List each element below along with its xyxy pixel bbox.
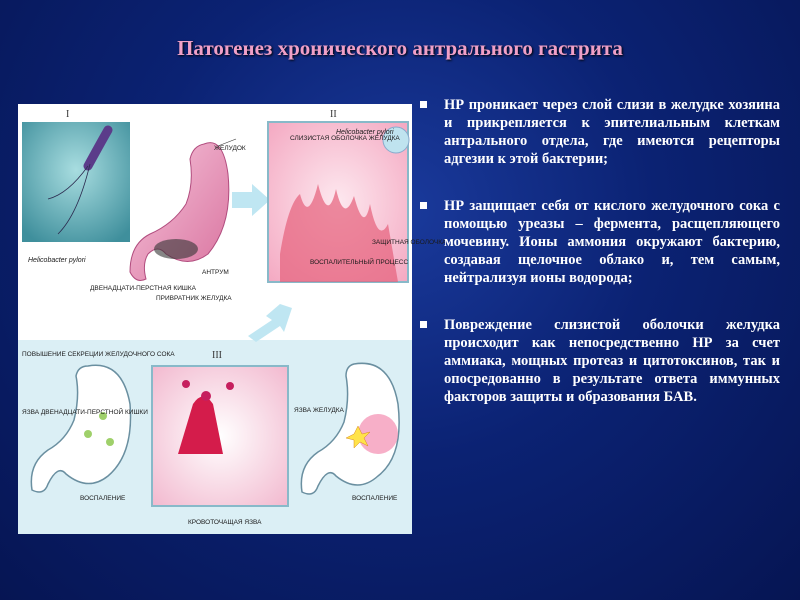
bullet-item bbox=[420, 96, 780, 168]
label-protective-layer: ЗАЩИТНАЯ ОБОЛОЧКА bbox=[372, 239, 447, 246]
micrograph bbox=[22, 122, 130, 242]
label-acid-secretion: ПОВЫШЕНИЕ СЕКРЕЦИИ ЖЕЛУДОЧНОГО СОКА bbox=[22, 351, 175, 358]
label-inflammation-left: ВОСПАЛЕНИЕ bbox=[80, 495, 126, 502]
label-duodenal-ulcer: ЯЗВА ДВЕНАДЦАТИ-ПЕРСТНОЙ КИШКИ bbox=[22, 409, 148, 416]
ulcer-panel bbox=[152, 366, 288, 506]
bullet-text: НР защищает себя от кислого желудочного сока с помощью уреазы – фермента, расщепляющего мочевину. Ионы аммония окружают бактерию, создавая щелочное облако и, тем самым, нейтрализуя ионы водорода; bbox=[444, 198, 780, 286]
label-mucosa: СЛИЗИСТАЯ ОБОЛОЧКА ЖЕЛУДКА bbox=[290, 135, 400, 142]
arrow-to-panel-ii bbox=[232, 184, 270, 216]
label-antrum: АНТРУМ bbox=[202, 269, 229, 276]
antrum-dots bbox=[154, 239, 198, 259]
bullet-marker bbox=[420, 202, 427, 209]
panel-iii-center bbox=[152, 350, 288, 526]
panel-number-ii: II bbox=[330, 109, 337, 120]
pathogenesis-diagram bbox=[18, 104, 447, 534]
panel-number-i: I bbox=[66, 109, 70, 120]
label-bacterium: Helicobacter pylori bbox=[28, 257, 86, 264]
label-bleeding-ulcer: КРОВОТОЧАЩАЯ ЯЗВА bbox=[188, 519, 262, 526]
arrow-to-panel-iii bbox=[248, 304, 292, 342]
label-inflammation-right: ВОСПАЛЕНИЕ bbox=[352, 495, 398, 502]
panel-i bbox=[22, 109, 130, 264]
bullet-marker bbox=[420, 321, 427, 328]
bullet-text: НР проникает через слой слизи в желудке хозяина и прикрепляется к эпителиальным клеткам антрального отдела, где имеются рецепторы адгезии к этой бактерии; bbox=[444, 97, 780, 167]
panel-number-iii: III bbox=[212, 350, 222, 361]
bullet-marker bbox=[420, 101, 427, 108]
stomach-shape bbox=[130, 143, 229, 281]
bullet-item bbox=[420, 197, 780, 287]
label-inflammation-process: ВОСПАЛИТЕЛЬНЫЙ ПРОЦЕСС bbox=[310, 259, 409, 266]
label-pylorus: ПРИВРАТНИК ЖЕЛУДКА bbox=[156, 295, 232, 302]
bullet-list bbox=[420, 96, 780, 435]
bullet-item bbox=[420, 316, 780, 406]
pathogenesis-figure bbox=[18, 104, 447, 534]
label-gastric-ulcer: ЯЗВА ЖЕЛУДКА bbox=[294, 407, 344, 414]
label-duodenum: ДВЕНАДЦАТИ-ПЕРСТНАЯ КИШКА bbox=[90, 285, 196, 292]
label-bacterium-ii: Helicobacter pylori bbox=[336, 129, 394, 136]
label-stomach: ЖЕЛУДОК bbox=[214, 145, 246, 152]
bullet-text: Повреждение слизистой оболочки желудка происходит как непосредственно НР за счет аммиака, мощных протеаз и цитотоксинов, так и опосредованно в результате ответа иммунных факторов защиты и образования БАВ. bbox=[444, 317, 780, 405]
slide-title: Патогенез хронического антрального гастрита bbox=[177, 36, 623, 60]
